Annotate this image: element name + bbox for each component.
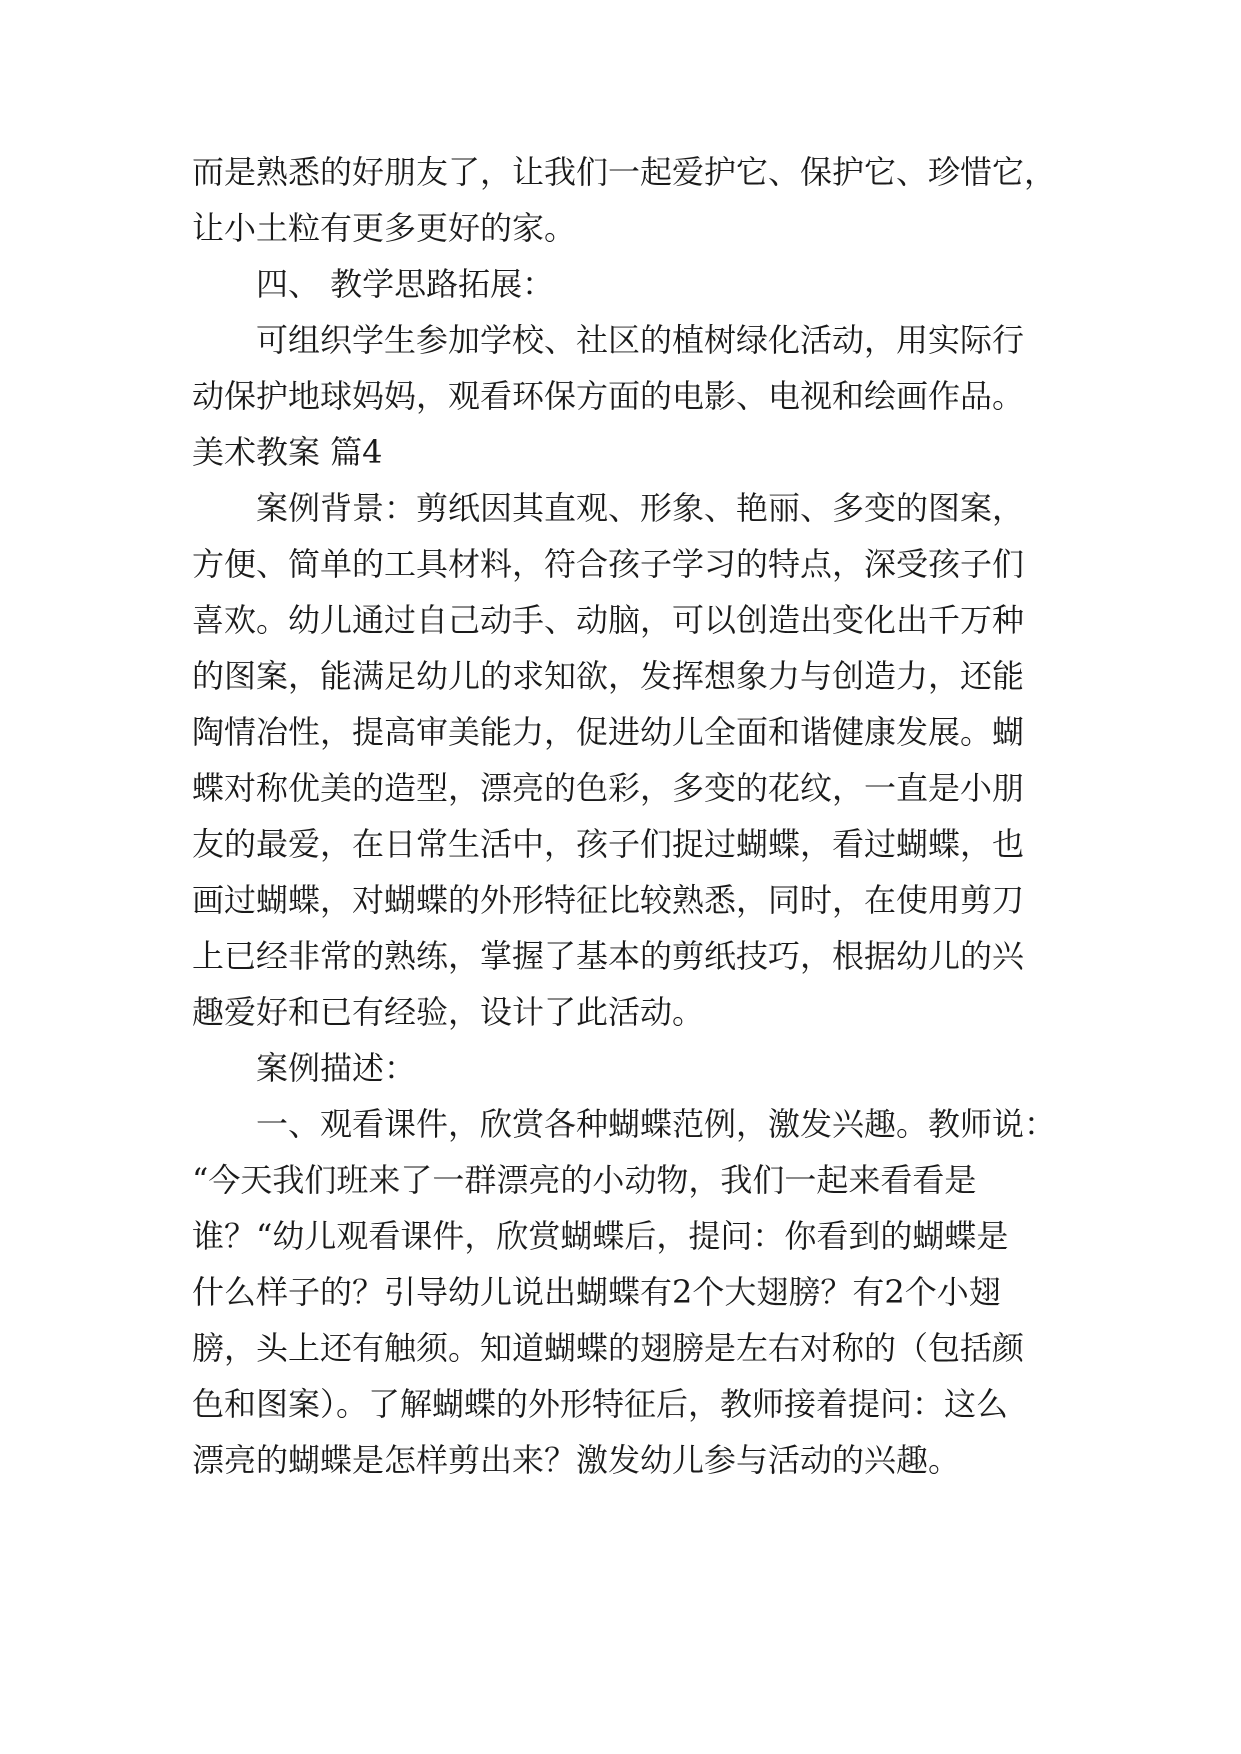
text-line: 可组织学生参加学校、社区的植树绿化活动，用实际行: [256, 321, 1025, 359]
text-line: 谁？“幼儿观看课件，欣赏蝴蝶后，提问：你看到的蝴蝶是: [192, 1217, 1009, 1255]
text-line: 上已经非常的熟练，掌握了基本的剪纸技巧，根据幼儿的兴: [192, 937, 1025, 975]
text-line: 的图案，能满足幼儿的求知欲，发挥想象力与创造力，还能: [192, 657, 1025, 695]
text-line: 友的最爱，在日常生活中，孩子们捉过蝴蝶，看过蝴蝶，也: [192, 825, 1025, 863]
text-line: 蝶对称优美的造型，漂亮的色彩，多变的花纹，一直是小朋: [192, 769, 1025, 807]
text-line: 什么样子的？引导幼儿说出蝴蝶有2个大翅膀？有2个小翅: [192, 1273, 1001, 1311]
article-title: 美术教案 篇4: [192, 433, 383, 471]
text-line: 让小土粒有更多更好的家。: [192, 209, 577, 247]
text-line: 陶情冶性，提高审美能力，促进幼儿全面和谐健康发展。蝴: [192, 713, 1025, 751]
text-line: 而是熟悉的好朋友了，让我们一起爱护它、保护它、珍惜它，: [192, 153, 1057, 191]
text-line: “今天我们班来了一群漂亮的小动物，我们一起来看看是: [192, 1161, 977, 1199]
text-line: 色和图案）。了解蝴蝶的外形特征后，教师接着提问：这么: [192, 1385, 1009, 1423]
text-line: 一、观看课件，欣赏各种蝴蝶范例，激发兴趣。教师说：: [256, 1105, 1057, 1143]
section-heading: 案例描述：: [256, 1049, 417, 1087]
text-line: 画过蝴蝶，对蝴蝶的外形特征比较熟悉，同时，在使用剪刀: [192, 881, 1025, 919]
text-line: 漂亮的蝴蝶是怎样剪出来？激发幼儿参与活动的兴趣。: [192, 1441, 961, 1479]
text-line: 案例背景：剪纸因其直观、形象、艳丽、多变的图案，: [256, 489, 1025, 527]
text-line: 方便、简单的工具材料，符合孩子学习的特点，深受孩子们: [192, 545, 1025, 583]
text-line: 膀，头上还有触须。知道蝴蝶的翅膀是左右对称的（包括颜: [192, 1329, 1025, 1367]
section-heading: 四、 教学思路拓展：: [256, 265, 555, 303]
text-line: 喜欢。幼儿通过自己动手、动脑，可以创造出变化出千万种: [192, 601, 1025, 639]
text-line: 趣爱好和已有经验，设计了此活动。: [192, 993, 705, 1031]
text-line: 动保护地球妈妈，观看环保方面的电影、电视和绘画作品。: [192, 377, 1025, 415]
